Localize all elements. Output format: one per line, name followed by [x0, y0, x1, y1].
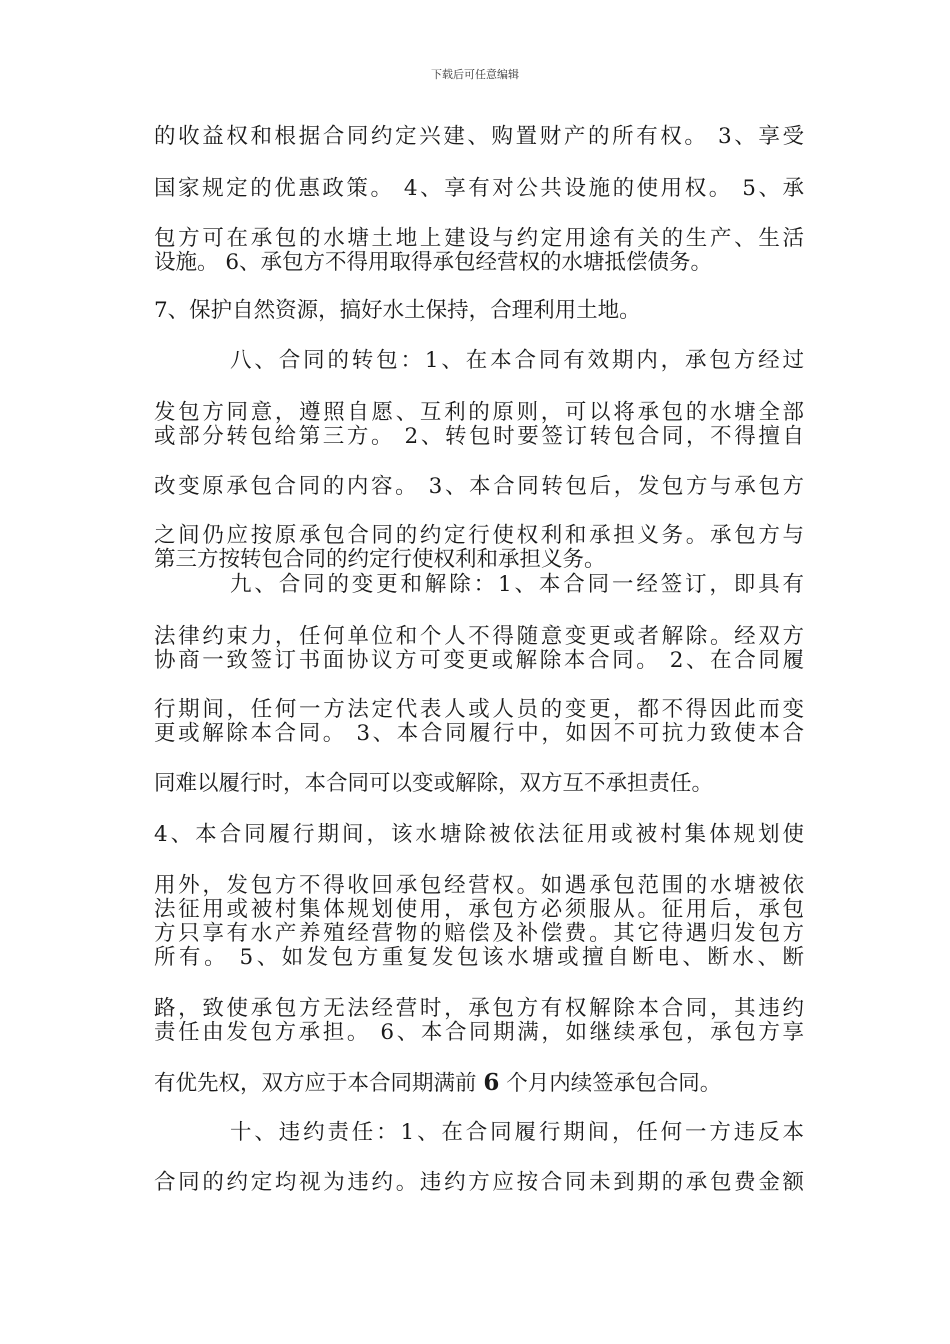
- line-text: 个月内续签承包合同。: [499, 1071, 722, 1096]
- paragraph-line: 行期间，任何一方法定代表人或人员的变更，都不得因此而变: [154, 697, 804, 722]
- paragraph-line: 方只享有水产养殖经营物的赔偿及补偿费。其它待遇归发包方: [154, 921, 804, 946]
- paragraph-line: 包方可在承包的水塘土地上建设与约定用途有关的生产、生活: [154, 226, 804, 251]
- paragraph-line: 同难以履行时，本合同可以变或解除，双方互不承担责任。: [154, 771, 714, 796]
- paragraph-line: 协商一致签订书面协议方可变更或解除本合同。 2、在合同履: [154, 648, 804, 673]
- paragraph-line: 的收益权和根据合同约定兴建、购置财产的所有权。 3、享受: [154, 124, 804, 149]
- section-heading-line: 十、违约责任：1、在合同履行期间，任何一方违反本: [230, 1120, 804, 1145]
- section-heading-line: 九、合同的变更和解除：1、本合同一经签订，即具有: [230, 572, 804, 597]
- paragraph-line: 国家规定的优惠政策。 4、享有对公共设施的使用权。 5、承: [154, 176, 804, 201]
- paragraph-line: 所有。 5、如发包方重复发包该水塘或擅自断电、断水、断: [154, 945, 804, 970]
- paragraph-line: 设施。 6、承包方不得用取得承包经营权的水塘抵偿债务。: [154, 250, 713, 275]
- paragraph-line: 改变原承包合同的内容。 3、本合同转包后，发包方与承包方: [154, 474, 804, 499]
- paragraph-line: 用外，发包方不得收回承包经营权。如遇承包范围的水塘被依: [154, 873, 804, 898]
- paragraph-line: 发包方同意，遵照自愿、互利的原则，可以将承包的水塘全部: [154, 400, 804, 425]
- paragraph-line: 之间仍应按原承包合同的约定行使权利和承担义务。承包方与: [154, 523, 804, 548]
- paragraph-line: 合同的约定均视为违约。违约方应按合同未到期的承包费金额: [154, 1170, 804, 1195]
- paragraph-line: 或部分转包给第三方。 2、转包时要签订转包合同，不得擅自: [154, 424, 804, 449]
- paragraph-line: 第三方按转包合同的约定行使权利和承担义务。: [154, 547, 606, 572]
- paragraph-line: 法律约束力，任何单位和个人不得随意变更或者解除。经双方: [154, 624, 804, 649]
- month-count: 6: [483, 1069, 500, 1096]
- section-heading-line: 八、合同的转包：1、在本合同有效期内，承包方经过: [230, 348, 804, 373]
- paragraph-line: 7、保护自然资源，搞好水土保持，合理利用土地。: [154, 298, 641, 323]
- paragraph-line: 4、本合同履行期间，该水塘除被依法征用或被村集体规划使: [154, 822, 804, 847]
- line-text: 有优先权，双方应于本合同期满前: [154, 1071, 484, 1096]
- paragraph-line: [154, 1070, 804, 1097]
- paragraph-line: 路，致使承包方无法经营时，承包方有权解除本合同，其违约: [154, 996, 804, 1021]
- paragraph-line: 责任由发包方承担。 6、本合同期满，如继续承包，承包方享: [154, 1020, 804, 1045]
- paragraph-line: 更或解除本合同。 3、本合同履行中，如因不可抗力致使本合: [154, 721, 804, 746]
- paragraph-line: 法征用或被村集体规划使用，承包方必须服从。征用后，承包: [154, 897, 804, 922]
- page-header: 下载后可任意编辑: [431, 68, 519, 81]
